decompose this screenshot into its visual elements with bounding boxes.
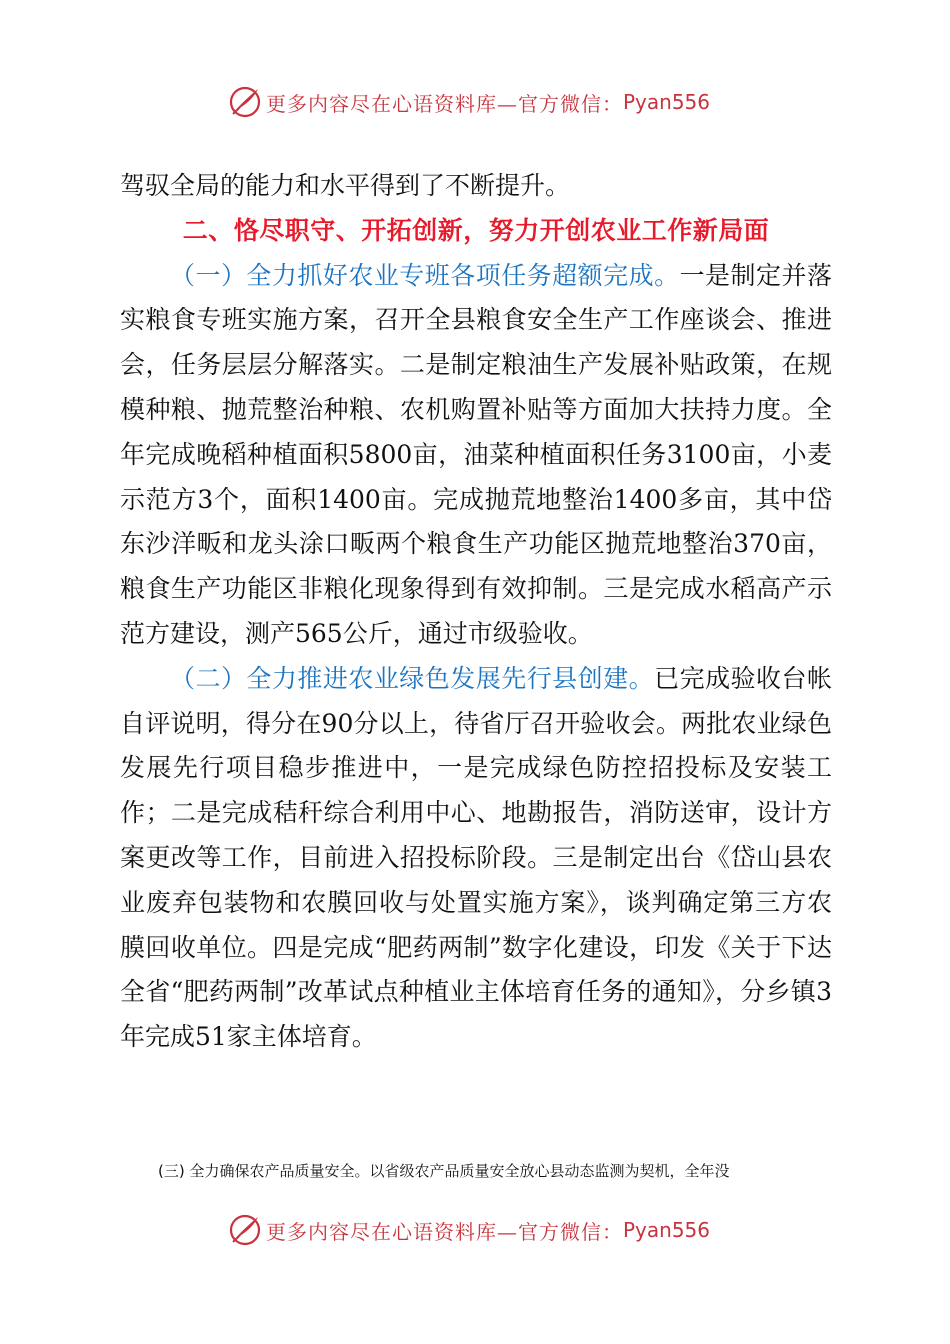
footer-banner (228, 1212, 710, 1248)
banner-wechat-id: Pyan556 (623, 1218, 711, 1242)
item-3-title: (三) 全力确保农产品质量安全。 (158, 1162, 370, 1180)
quill-logo-icon (228, 85, 262, 119)
banner-text: 更多内容尽在心语资料库—官方微信： (266, 1219, 623, 1244)
item-1-paragraph (120, 254, 832, 657)
section-title: 二、恪尽职守、开拓创新，努力开创农业工作新局面 (182, 215, 770, 245)
lead-line: 驾驭全局的能力和水平得到了不断提升。 (120, 171, 571, 200)
quill-logo-icon (228, 1213, 262, 1247)
header-banner (228, 84, 710, 120)
banner-wechat-id: Pyan556 (623, 90, 711, 114)
item-2-paragraph (120, 657, 832, 1060)
item-1-body: 一是制定并落实粮食专班实施方案，召开全县粮食安全生产工作座谈会、推进会，任务层层分解落实。二是制定粮油生产发展补贴政策，在规模种粮、抛荒整治种粮、农机购置补贴等方面加大扶持力度。全年完成晚稻种植面积5800亩，油菜种植面积任务3100亩，小麦示范方3个，面积1400亩。完成抛荒地整治1400多亩，其中岱东沙洋畈和龙头涂口畈两个粮食生产功能区抛荒地整治370亩，粮食生产功能区非粮化现象得到有效抑制。三是完成水稻高产示范方建设，测产565公斤，通过市级验收。 (120, 260, 832, 648)
banner-text: 更多内容尽在心语资料库—官方微信： (266, 91, 623, 116)
item-2-title: （二）全力推进农业绿色发展先行县创建。 (170, 663, 655, 693)
item-3-body: 以省级农产品质量安全放心县动态监测为契机，全年没 (369, 1162, 730, 1180)
item-2-body: 已完成验收台帐自评说明，得分在90分以上，待省厅召开验收会。两批农业绿色发展先行项目稳步推进中，一是完成绿色防控招投标及安装工作；二是完成秸秆综合利用中心、地勘报告，消防送审，设计方案更改等工作，目前进入招投标阶段。三是制定出台《岱山县农业废弃包装物和农膜回收与处置实施方案》，谈判确定第三方农膜回收单位。四是完成“肥药两制”数字化建设，印发《关于下达全省“肥药两制”改革试点种植业主体培育任务的通知》，分乡镇3年完成51家主体培育。 (120, 663, 832, 1052)
item-1-title: （一）全力抓好农业专班各项任务超额完成。 (170, 260, 680, 290)
item-3-paragraph (158, 1160, 848, 1182)
document-body (120, 164, 832, 1060)
